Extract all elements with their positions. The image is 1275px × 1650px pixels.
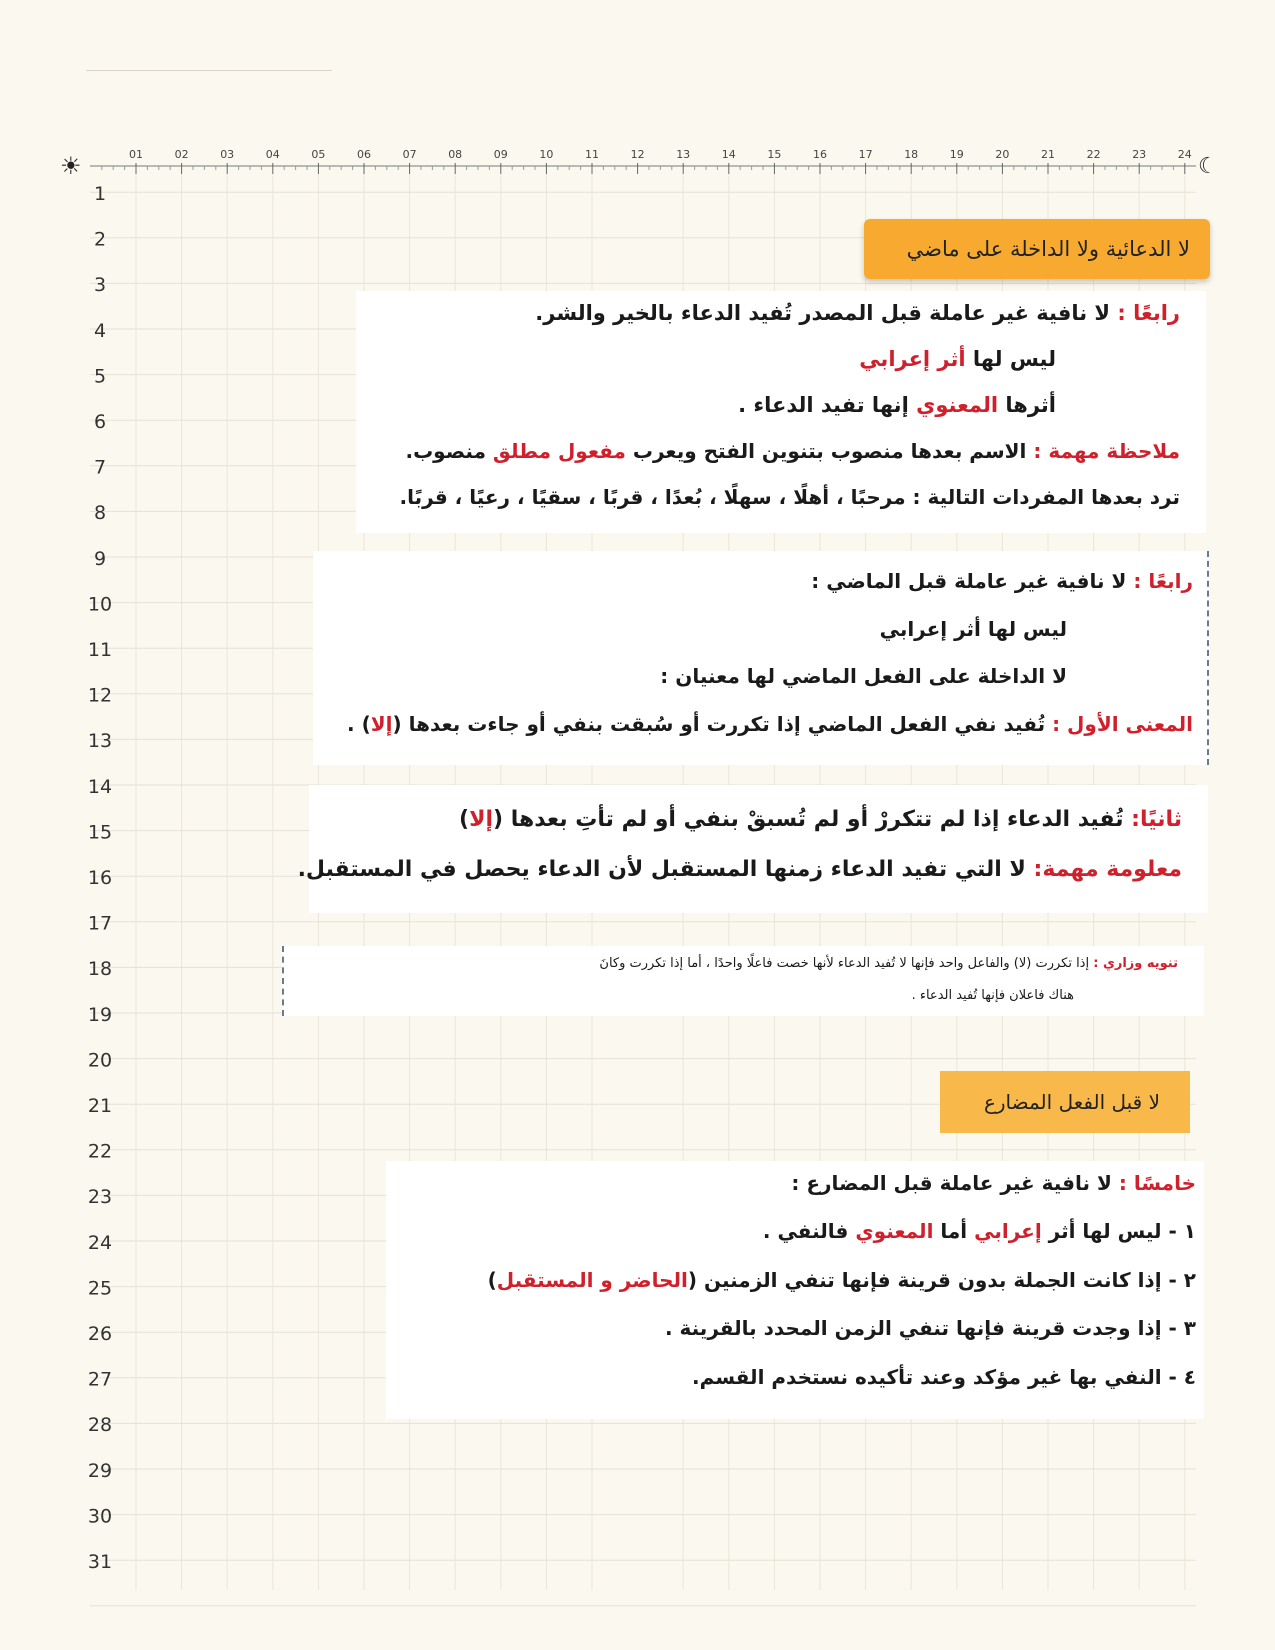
note-line-2 bbox=[912, 988, 1074, 1003]
row-number: 25 bbox=[87, 1277, 113, 1300]
row-number: 18 bbox=[87, 958, 113, 981]
timeline-hour-label: 11 bbox=[585, 148, 599, 161]
timeline-hour-label: 19 bbox=[949, 148, 964, 161]
row-number: 13 bbox=[87, 730, 113, 753]
s4-line-4-text: ٣ - إذا وجدت قرينة فإنها تنفي الزمن المحدد بالقرينة . bbox=[664, 1316, 1196, 1340]
row-number: 1 bbox=[93, 183, 107, 205]
timeline-hour-label: 20 bbox=[995, 148, 1010, 161]
timeline-hour-label: 17 bbox=[858, 148, 873, 161]
s3-info-label: معلومة مهمة: bbox=[1033, 857, 1182, 882]
s2-line-2 bbox=[880, 617, 1067, 641]
sun-icon: ☀ bbox=[60, 152, 82, 180]
note-line-1-text: إذا تكررت (لا) والفاعل واحد فإنها لا تُفيد الدعاء لأنها خصت فاعلًا واحدًا ، أما إذا تكررت وكانَ bbox=[599, 956, 1094, 971]
timeline-hour-label: 12 bbox=[630, 148, 645, 161]
section-past-verb bbox=[313, 551, 1209, 765]
s2-line-4-end: ) . bbox=[347, 712, 371, 736]
s4-line-3 bbox=[488, 1268, 1196, 1292]
timeline-hour-label: 16 bbox=[813, 148, 827, 161]
s3-line-1-text: تُفيد الدعاء إذا لم تتكررْ أو لم تُسبقْ بنفي أو لم تأتِ بعدها ( bbox=[493, 807, 1132, 832]
s4-line-1 bbox=[791, 1171, 1196, 1195]
s4-line-2-a: ١ - ليس لها أثر bbox=[1041, 1219, 1196, 1243]
note-label: تنويه وزاري : bbox=[1093, 956, 1178, 971]
s2-meaning-label: المعنى الأول : bbox=[1052, 712, 1193, 736]
timeline-hour-label: 24 bbox=[1177, 148, 1192, 161]
row-number: 19 bbox=[87, 1003, 113, 1026]
row-number: 9 bbox=[93, 547, 107, 570]
timeline-hour-label: 13 bbox=[676, 148, 691, 161]
s3-label: ثانيًا: bbox=[1131, 807, 1182, 832]
row-number: 17 bbox=[87, 912, 113, 935]
row-number: 6 bbox=[93, 411, 107, 433]
s4-line-5 bbox=[692, 1365, 1196, 1389]
row-number: 30 bbox=[87, 1505, 113, 1528]
row-number: 5 bbox=[93, 365, 107, 388]
s2-line-3 bbox=[660, 664, 1067, 688]
row-number: 11 bbox=[87, 639, 113, 661]
s1-line-2-red: أثر إعرابي bbox=[859, 347, 966, 371]
s4-line-3-a: ٢ - إذا كانت الجملة بدون قرينة فإنها تنفي الزمنين ( bbox=[687, 1268, 1196, 1292]
s4-line-2 bbox=[763, 1219, 1196, 1243]
s3-line-2 bbox=[298, 857, 1182, 882]
timeline-hour-label: 15 bbox=[767, 148, 782, 161]
timeline-hour-label: 03 bbox=[220, 148, 235, 161]
row-number: 4 bbox=[93, 319, 107, 342]
row-number: 3 bbox=[93, 274, 107, 297]
timeline-hour-label: 09 bbox=[493, 148, 508, 161]
s1-line-3-red: المعنوي bbox=[916, 393, 999, 417]
s2-line-4-red: إلا bbox=[370, 712, 393, 736]
s1-line-1 bbox=[535, 301, 1180, 325]
row-number: 8 bbox=[93, 502, 107, 525]
s1-note-label: ملاحظة مهمة : bbox=[1033, 439, 1180, 463]
s1-line-3-b: إنها تفيد الدعاء . bbox=[738, 393, 917, 417]
s4-line-2-c: فالنفي . bbox=[762, 1219, 856, 1243]
s4-label: خامسًا : bbox=[1118, 1171, 1196, 1195]
s4-line-4 bbox=[665, 1316, 1196, 1340]
row-number: 29 bbox=[87, 1459, 113, 1482]
s4-line-5-text: ٤ - النفي بها غير مؤكد وعند تأكيده نستخدم القسم. bbox=[692, 1365, 1196, 1389]
s2-label: رابعًا : bbox=[1133, 569, 1193, 593]
s1-line-3 bbox=[738, 393, 1056, 417]
s1-line-2-text: ليس لها bbox=[965, 347, 1056, 371]
s1-line-3-a: أثرها bbox=[998, 393, 1056, 417]
note-line-1 bbox=[599, 956, 1178, 971]
timeline-hour-label: 08 bbox=[448, 148, 463, 161]
row-number: 23 bbox=[87, 1186, 113, 1209]
ministerial-note bbox=[282, 946, 1204, 1016]
s4-line-2-red-1: إعرابي bbox=[974, 1219, 1042, 1243]
row-number: 31 bbox=[87, 1551, 113, 1573]
section-second-meaning bbox=[297, 785, 1208, 913]
row-number: 20 bbox=[87, 1049, 113, 1072]
s1-line-5-text: ترد بعدها المفردات التالية : مرحبًا ، أهلًا ، سهلًا ، بُعدًا ، قربًا ، سقيًا ، رعيًا ، قربًا. bbox=[399, 485, 1180, 509]
timeline-hour-label: 02 bbox=[174, 148, 189, 161]
timeline-hour-label: 10 bbox=[539, 148, 554, 161]
s4-line-2-red-2: المعنوي bbox=[855, 1219, 934, 1243]
s1-line-2 bbox=[859, 347, 1056, 371]
s2-line-4-text: تُفيد نفي الفعل الماضي إذا تكررت أو سُبقت بنفي أو جاءت بعدها ( bbox=[392, 712, 1053, 736]
timeline-hour-label: 14 bbox=[721, 148, 736, 161]
s2-line-4 bbox=[347, 712, 1193, 736]
s4-line-3-red: الحاضر و المستقبل bbox=[496, 1268, 688, 1292]
section-header-dua-past-text: لا الدعائية ولا الداخلة على ماضي bbox=[906, 237, 1190, 261]
row-number: 26 bbox=[87, 1323, 113, 1345]
row-number: 27 bbox=[87, 1368, 113, 1391]
row-number: 21 bbox=[87, 1095, 113, 1117]
row-number: 10 bbox=[87, 593, 113, 616]
timeline-hour-label: 06 bbox=[357, 148, 371, 161]
s1-line-5 bbox=[400, 485, 1180, 509]
row-number: 16 bbox=[87, 867, 113, 889]
s1-line-4-text: الاسم بعدها منصوب بتنوين الفتح ويعرب bbox=[625, 439, 1034, 463]
row-number: 22 bbox=[87, 1140, 113, 1163]
s2-line-3-text: لا الداخلة على الفعل الماضي لها معنيان : bbox=[660, 664, 1067, 688]
row-number: 7 bbox=[93, 456, 107, 479]
s1-line-4 bbox=[405, 439, 1180, 463]
section-header-present-verb bbox=[940, 1071, 1190, 1133]
s3-line-1-red: إلا bbox=[469, 807, 493, 832]
row-number: 24 bbox=[87, 1231, 113, 1254]
row-number: 2 bbox=[93, 228, 107, 251]
s3-line-2-text: لا التي تفيد الدعاء زمنها المستقبل لأن الدعاء يحصل في المستقبل. bbox=[297, 857, 1034, 882]
s1-label: رابعًا : bbox=[1117, 301, 1180, 325]
s1-line-4-end: منصوب. bbox=[405, 439, 493, 463]
section-present-verb bbox=[386, 1161, 1204, 1419]
s4-line-3-end: ) bbox=[487, 1268, 497, 1292]
s2-line-2-text: ليس لها أثر إعرابي bbox=[879, 617, 1067, 641]
s3-line-1 bbox=[459, 807, 1182, 832]
timeline-hour-label: 07 bbox=[402, 148, 417, 161]
timeline-hour-label: 04 bbox=[265, 148, 280, 161]
section-dua-masdar bbox=[356, 291, 1206, 533]
section-header-dua-past bbox=[864, 219, 1210, 279]
timeline-hour-label: 01 bbox=[129, 148, 143, 161]
s1-line-4-red: مفعول مطلق bbox=[492, 439, 626, 463]
note-line-2-text: هناك فاعلان فإنها تُفيد الدعاء . bbox=[911, 988, 1074, 1003]
row-number: 28 bbox=[87, 1414, 113, 1437]
s1-line-1-text: لا نافية غير عاملة قبل المصدر تُفيد الدعاء بالخير والشر. bbox=[535, 301, 1118, 325]
timeline-hour-label: 18 bbox=[904, 148, 919, 161]
timeline-hour-label: 22 bbox=[1086, 148, 1101, 161]
section-header-present-verb-text: لا قبل الفعل المضارع bbox=[983, 1090, 1160, 1114]
timeline-hour-label: 23 bbox=[1132, 148, 1147, 161]
timeline-hour-label: 21 bbox=[1041, 148, 1055, 161]
row-number: 14 bbox=[87, 775, 113, 798]
moon-icon: ☾ bbox=[1198, 154, 1218, 179]
s3-line-1-end: ) bbox=[459, 807, 470, 832]
row-number: 15 bbox=[87, 821, 113, 844]
s4-line-2-b: أما bbox=[933, 1219, 975, 1243]
timeline-hour-label: 05 bbox=[311, 148, 326, 161]
row-number: 12 bbox=[87, 684, 113, 707]
s2-line-1-text: لا نافية غير عاملة قبل الماضي : bbox=[811, 569, 1134, 593]
s2-line-1 bbox=[811, 569, 1193, 593]
s4-line-1-text: لا نافية غير عاملة قبل المضارع : bbox=[791, 1171, 1119, 1195]
